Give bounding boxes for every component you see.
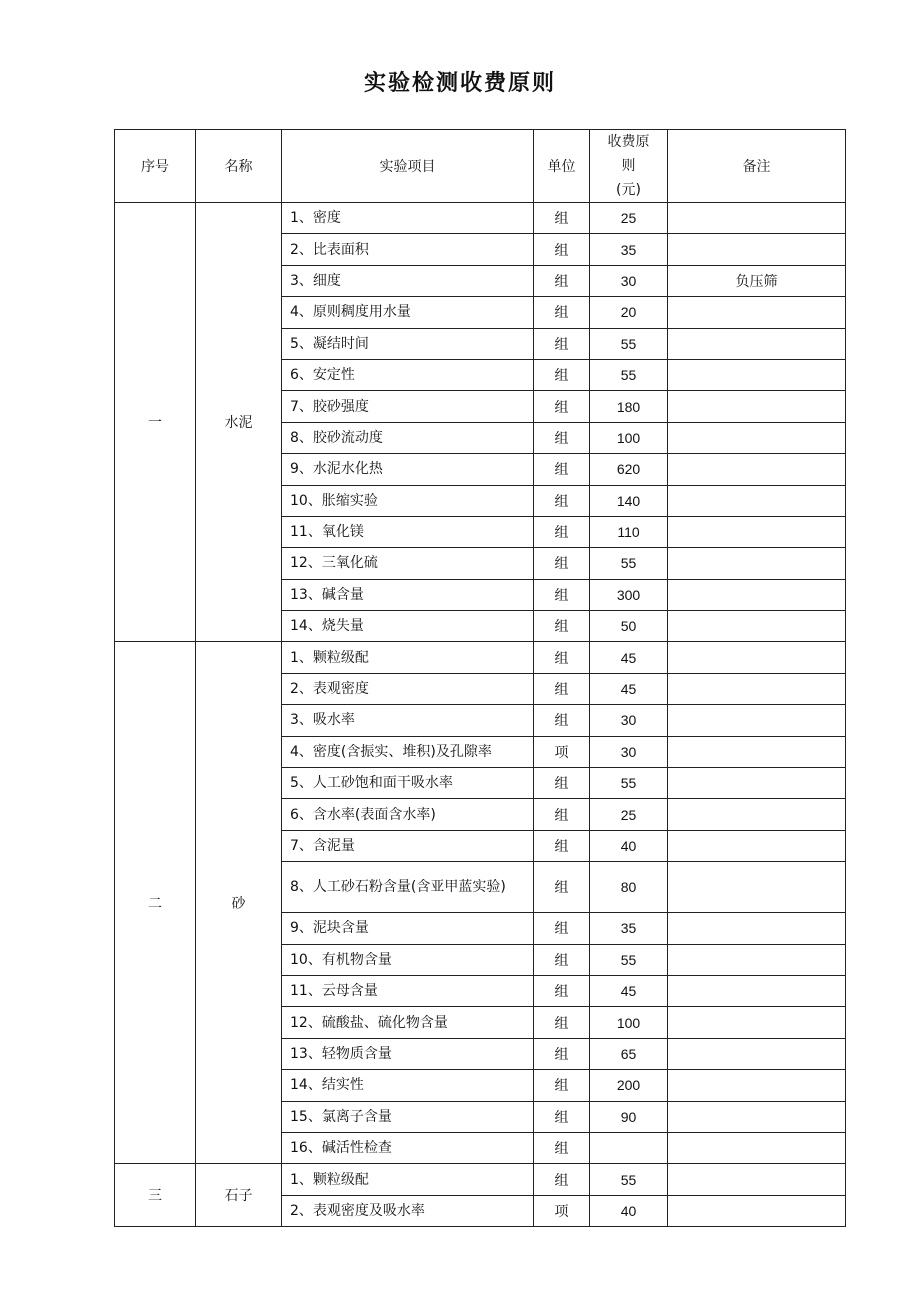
group-seq: 二	[115, 642, 196, 1164]
unit-cell: 组	[534, 297, 590, 328]
note-cell	[668, 642, 846, 673]
header-name: 名称	[196, 130, 282, 203]
fee-cell: 80	[590, 862, 668, 913]
note-cell	[668, 975, 846, 1006]
test-item-cell: 16、碱活性检查	[282, 1132, 534, 1163]
note-cell	[668, 913, 846, 944]
fee-cell: 100	[590, 422, 668, 453]
unit-cell: 组	[534, 1038, 590, 1069]
table-row	[115, 1164, 846, 1195]
test-item-cell: 11、云母含量	[282, 975, 534, 1006]
header-fee-line3: (元)	[616, 182, 641, 198]
test-item-cell: 10、有机物含量	[282, 944, 534, 975]
unit-cell: 组	[534, 359, 590, 390]
header-fee	[590, 130, 668, 203]
test-item-cell: 14、烧失量	[282, 611, 534, 642]
fee-cell: 40	[590, 1195, 668, 1226]
note-cell: 负压筛	[668, 265, 846, 296]
unit-cell: 组	[534, 234, 590, 265]
note-cell	[668, 673, 846, 704]
test-item-cell: 5、凝结时间	[282, 328, 534, 359]
note-cell	[668, 234, 846, 265]
test-item-cell: 8、胶砂流动度	[282, 422, 534, 453]
test-item-cell: 6、含水率(表面含水率)	[282, 799, 534, 830]
note-cell	[668, 1132, 846, 1163]
test-item-cell: 7、含泥量	[282, 830, 534, 861]
note-cell	[668, 768, 846, 799]
note-cell	[668, 705, 846, 736]
fee-cell: 300	[590, 579, 668, 610]
note-cell	[668, 830, 846, 861]
unit-cell: 组	[534, 1132, 590, 1163]
group-name: 水泥	[196, 203, 282, 642]
fee-cell: 55	[590, 768, 668, 799]
unit-cell: 组	[534, 944, 590, 975]
test-item-cell: 10、胀缩实验	[282, 485, 534, 516]
note-cell	[668, 359, 846, 390]
note-cell	[668, 328, 846, 359]
header-note: 备注	[668, 130, 846, 203]
group-seq: 三	[115, 1164, 196, 1227]
fee-cell	[590, 1132, 668, 1163]
page-title: 实验检测收费原则	[363, 70, 556, 96]
fee-cell: 25	[590, 799, 668, 830]
test-item-cell: 12、三氧化硫	[282, 548, 534, 579]
note-cell	[668, 611, 846, 642]
fee-cell: 45	[590, 642, 668, 673]
unit-cell: 组	[534, 548, 590, 579]
unit-cell: 组	[534, 642, 590, 673]
fee-cell: 25	[590, 203, 668, 234]
fee-cell: 200	[590, 1070, 668, 1101]
unit-cell: 组	[534, 1164, 590, 1195]
unit-cell: 组	[534, 705, 590, 736]
note-cell	[668, 422, 846, 453]
unit-cell: 组	[534, 579, 590, 610]
unit-cell: 组	[534, 975, 590, 1006]
note-cell	[668, 1101, 846, 1132]
note-cell	[668, 485, 846, 516]
unit-cell: 组	[534, 799, 590, 830]
fee-cell: 35	[590, 234, 668, 265]
group-name: 砂	[196, 642, 282, 1164]
fee-cell: 50	[590, 611, 668, 642]
test-item-cell: 13、碱含量	[282, 579, 534, 610]
test-item-cell: 2、表观密度	[282, 673, 534, 704]
note-cell	[668, 1007, 846, 1038]
test-item-cell: 2、表观密度及吸水率	[282, 1195, 534, 1226]
test-item-cell: 6、安定性	[282, 359, 534, 390]
unit-cell: 组	[534, 454, 590, 485]
fee-cell: 140	[590, 485, 668, 516]
test-item-cell: 3、吸水率	[282, 705, 534, 736]
unit-cell: 组	[534, 265, 590, 296]
test-item-cell: 14、结实性	[282, 1070, 534, 1101]
test-item-cell: 4、密度(含振实、堆积)及孔隙率	[282, 736, 534, 767]
note-cell	[668, 799, 846, 830]
header-fee-line1: 收费原	[607, 134, 650, 150]
test-item-cell: 15、氯离子含量	[282, 1101, 534, 1132]
note-cell	[668, 454, 846, 485]
fee-cell: 90	[590, 1101, 668, 1132]
note-cell	[668, 516, 846, 547]
note-cell	[668, 203, 846, 234]
fee-cell: 40	[590, 830, 668, 861]
unit-cell: 组	[534, 328, 590, 359]
note-cell	[668, 862, 846, 913]
test-item-cell: 2、比表面积	[282, 234, 534, 265]
unit-cell: 组	[534, 830, 590, 861]
header-unit: 单位	[534, 130, 590, 203]
test-item-cell: 11、氧化镁	[282, 516, 534, 547]
fee-cell: 55	[590, 548, 668, 579]
unit-cell: 组	[534, 391, 590, 422]
table-body	[115, 203, 846, 1227]
note-cell	[668, 548, 846, 579]
note-cell	[668, 579, 846, 610]
note-cell	[668, 1070, 846, 1101]
header-seq: 序号	[115, 130, 196, 203]
unit-cell: 组	[534, 1101, 590, 1132]
note-cell	[668, 1195, 846, 1226]
unit-cell: 组	[534, 516, 590, 547]
unit-cell: 项	[534, 1195, 590, 1226]
unit-cell: 组	[534, 768, 590, 799]
unit-cell: 组	[534, 673, 590, 704]
test-item-cell: 12、硫酸盐、硫化物含量	[282, 1007, 534, 1038]
unit-cell: 项	[534, 736, 590, 767]
group-name: 石子	[196, 1164, 282, 1227]
note-cell	[668, 736, 846, 767]
fee-cell: 35	[590, 913, 668, 944]
fee-cell: 45	[590, 975, 668, 1006]
fee-cell: 45	[590, 673, 668, 704]
header-item: 实验项目	[282, 130, 534, 203]
table-row	[115, 642, 846, 673]
note-cell	[668, 1164, 846, 1195]
unit-cell: 组	[534, 611, 590, 642]
test-item-cell: 5、人工砂饱和面干吸水率	[282, 768, 534, 799]
fee-cell: 620	[590, 454, 668, 485]
fee-cell: 55	[590, 1164, 668, 1195]
fee-cell: 30	[590, 705, 668, 736]
unit-cell: 组	[534, 1070, 590, 1101]
test-item-cell: 9、泥块含量	[282, 913, 534, 944]
test-item-cell: 13、轻物质含量	[282, 1038, 534, 1069]
fee-cell: 55	[590, 944, 668, 975]
test-item-cell: 4、原则稠度用水量	[282, 297, 534, 328]
fee-cell: 100	[590, 1007, 668, 1038]
fee-cell: 30	[590, 265, 668, 296]
unit-cell: 组	[534, 862, 590, 913]
header-fee-line2: 则	[621, 158, 636, 174]
unit-cell: 组	[534, 422, 590, 453]
note-cell	[668, 944, 846, 975]
note-cell	[668, 1038, 846, 1069]
test-item-cell: 1、颗粒级配	[282, 642, 534, 673]
test-item-cell: 8、人工砂石粉含量(含亚甲蓝实验)	[282, 862, 534, 913]
fee-cell: 55	[590, 359, 668, 390]
fee-table	[114, 129, 846, 1227]
note-cell	[668, 391, 846, 422]
fee-cell: 65	[590, 1038, 668, 1069]
unit-cell: 组	[534, 485, 590, 516]
table-row	[115, 203, 846, 234]
unit-cell: 组	[534, 203, 590, 234]
test-item-cell: 1、密度	[282, 203, 534, 234]
fee-cell: 55	[590, 328, 668, 359]
test-item-cell: 7、胶砂强度	[282, 391, 534, 422]
note-cell	[668, 297, 846, 328]
group-seq: 一	[115, 203, 196, 642]
fee-cell: 30	[590, 736, 668, 767]
test-item-cell: 1、颗粒级配	[282, 1164, 534, 1195]
header-row	[115, 130, 846, 203]
unit-cell: 组	[534, 913, 590, 944]
test-item-cell: 3、细度	[282, 265, 534, 296]
fee-cell: 20	[590, 297, 668, 328]
test-item-cell: 9、水泥水化热	[282, 454, 534, 485]
fee-cell: 110	[590, 516, 668, 547]
fee-cell: 180	[590, 391, 668, 422]
unit-cell: 组	[534, 1007, 590, 1038]
